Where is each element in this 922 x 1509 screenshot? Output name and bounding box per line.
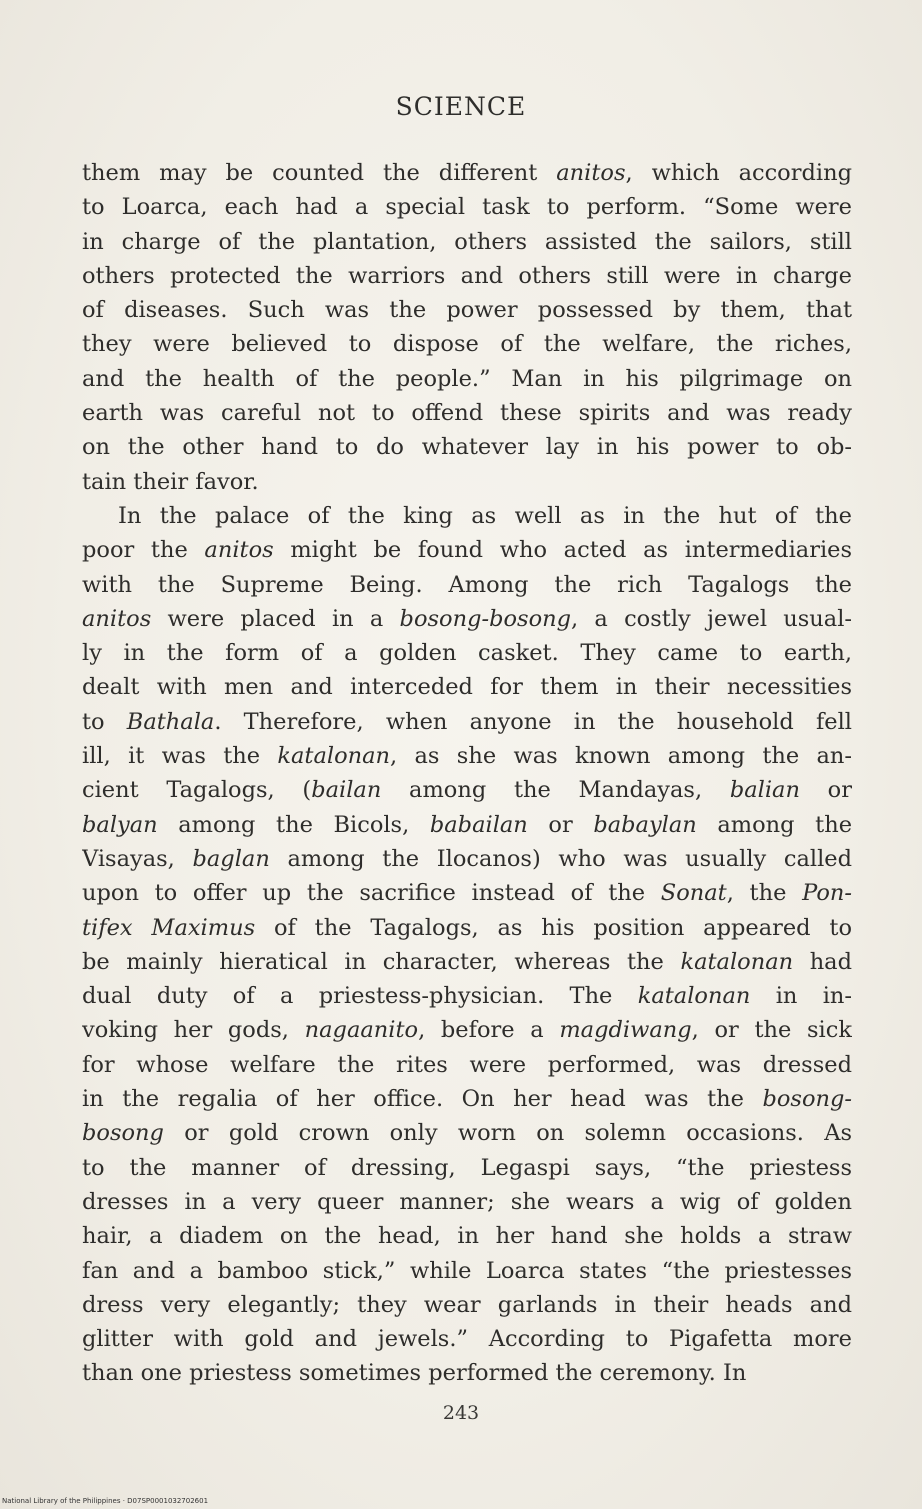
italic-term: anitos — [556, 160, 626, 186]
text-line: cient Tagalogs, (bailan among the Mandayas, balian or — [82, 777, 852, 804]
page-number: 243 — [442, 1402, 480, 1424]
italic-term: anitos — [82, 605, 152, 632]
text-line: anitos were placed in a bosong-bosong, a costly jewel usual- — [82, 605, 852, 632]
text-line: dealt with men and interceded for them in their necessities — [82, 674, 852, 701]
text-line: upon to offer up the sacrifice instead of the Sonat, the Pon- — [82, 880, 852, 907]
text-line: than one priestess sometimes performed the ceremony. In — [82, 1360, 747, 1387]
italic-term: balyan — [82, 811, 158, 838]
text-line: in charge of the plantation, others assisted the sailors, still — [82, 228, 852, 255]
paragraph-1 — [82, 156, 852, 499]
text-line: dress very elegantly; they wear garlands in their heads and — [82, 1291, 852, 1318]
text-line: in the regalia of her office. On her head was the bosong- — [82, 1086, 852, 1113]
italic-term: bosong- — [762, 1086, 852, 1113]
text-line: tifex Maximus of the Tagalogs, as his position appeared to — [82, 914, 852, 941]
text-line: balyan among the Bicols, babailan or babaylan among the — [82, 811, 852, 838]
text-line: voking her gods, nagaanito, before a magdiwang, or the sick — [82, 1017, 852, 1044]
text-line: earth was careful not to offend these spirits and was ready — [82, 400, 852, 427]
italic-term: katalonan — [680, 948, 794, 975]
italic-term: katalonan — [277, 743, 391, 770]
italic-term: katalonan — [637, 983, 751, 1010]
italic-term: balian — [729, 777, 800, 804]
text-line: poor the anitos might be found who acted as intermediaries — [82, 537, 852, 564]
text-line: to the manner of dressing, Legaspi says, “the priestess — [82, 1154, 852, 1181]
text-line: tain their favor. — [82, 468, 259, 495]
text-line: fan and a bamboo stick,” while Loarca states “the priestesses — [82, 1257, 852, 1284]
text-line: In the palace of the king as well as in the hut of the — [118, 502, 852, 529]
text-line: dual duty of a priestess-physician. The katalonan in in- — [82, 983, 852, 1010]
italic-term: babaylan — [593, 811, 697, 838]
text-line: of diseases. Such was the power possessed by them, that — [82, 297, 852, 324]
running-head: SCIENCE — [395, 92, 527, 121]
text-line: bosong or gold crown only worn on solemn occasions. As — [82, 1120, 852, 1147]
italic-term: magdiwang — [559, 1017, 692, 1044]
italic-term: Sonat — [660, 880, 727, 907]
text-line: they were believed to dispose of the welfare, the riches, — [82, 331, 852, 358]
italic-term: babailan — [429, 811, 528, 838]
text-line: ly in the form of a golden casket. They came to earth, — [82, 640, 852, 667]
text-line: with the Supreme Being. Among the rich Tagalogs the — [82, 571, 852, 598]
text-line: glitter with gold and jewels.” According to Pigafetta more — [82, 1326, 852, 1353]
text-line: be mainly hieratical in character, whereas the katalonan had — [82, 948, 852, 975]
archive-credit: National Library of the Philippines · D07SP0001032702601 — [2, 1497, 209, 1505]
paragraph-2 — [82, 499, 852, 1391]
text-line: ill, it was the katalonan, as she was known among the an- — [82, 743, 852, 770]
body-text — [82, 156, 852, 1391]
text-line: for whose welfare the rites were performed, was dressed — [82, 1051, 852, 1078]
italic-term: Pon- — [802, 880, 852, 907]
text-line: dresses in a very queer manner; she wears a wig of golden — [82, 1188, 852, 1215]
italic-term: baglan — [192, 845, 270, 872]
text-line: on the other hand to do whatever lay in his power to ob- — [82, 434, 852, 461]
italic-term: bosong-bosong — [399, 605, 572, 632]
text-line: and the health of the people.” Man in his pilgrimage on — [82, 365, 852, 392]
text-line: others protected the warriors and others still were in charge — [82, 262, 852, 289]
italic-term: tifex Maximus — [82, 914, 256, 941]
text-line: to Bathala. Therefore, when anyone in the household fell — [82, 708, 852, 735]
italic-term: Bathala — [126, 708, 215, 735]
italic-term: bosong — [82, 1120, 164, 1147]
text-line: to Loarca, each had a special task to perform. “Some were — [82, 194, 852, 221]
text-line: them may be counted the different anitos, which according — [82, 160, 852, 186]
italic-term: anitos — [204, 537, 274, 564]
text-line: hair, a diadem on the head, in her hand she holds a straw — [82, 1223, 852, 1250]
italic-term: nagaanito — [304, 1017, 419, 1044]
italic-term: bailan — [311, 777, 382, 804]
text-line: Visayas, baglan among the Ilocanos) who was usually called — [82, 845, 852, 872]
